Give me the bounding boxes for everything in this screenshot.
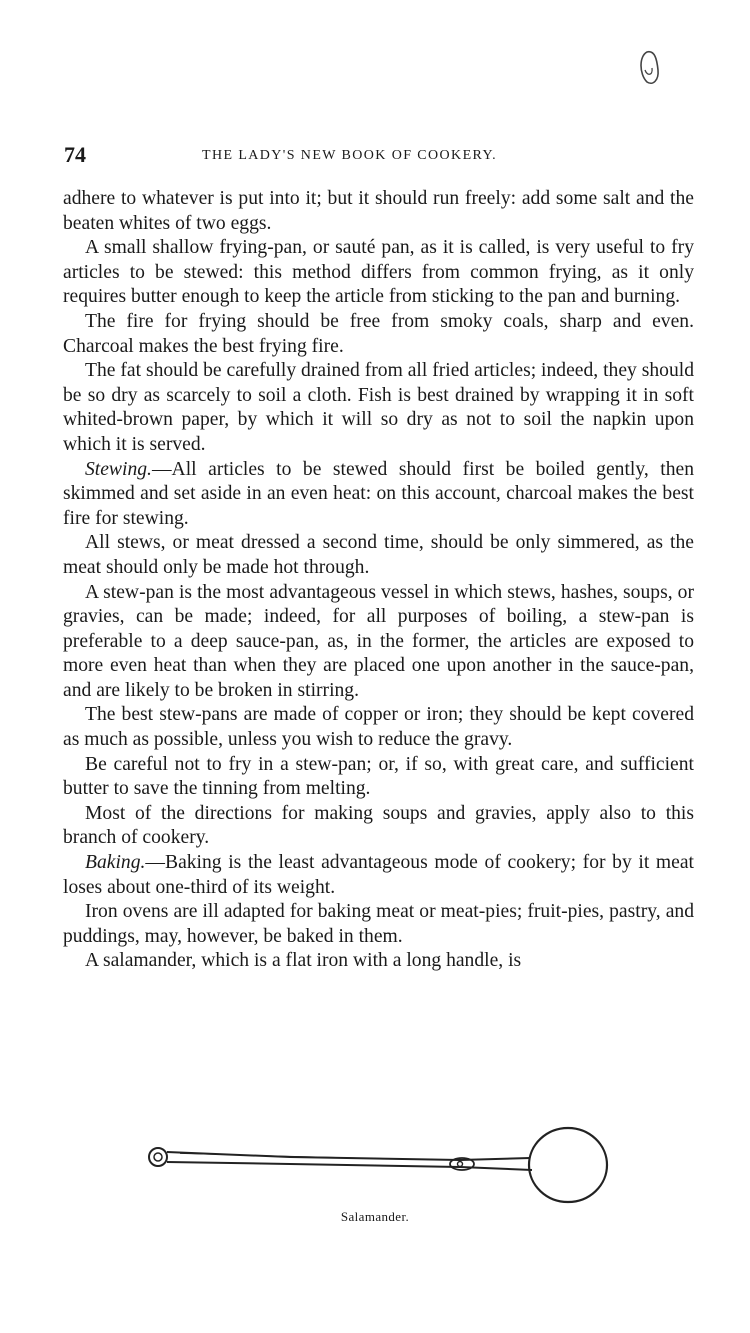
paragraph-text: —All articles to be stewed should first be boiled gently, then skimmed and set aside in an even heat: on this account, charcoal makes the best fire for stewing. (63, 458, 694, 529)
body-text (63, 187, 694, 974)
paragraph-text: Iron ovens are ill adapted for baking meat or meat-pies; fruit-pies, pastry, and puddings, may, however, be baked in them. (63, 901, 694, 947)
paragraph-text: The best stew-pans are made of copper or iron; they should be kept covered as much as possible, unless you wish to reduce the gravy. (63, 704, 694, 751)
paragraph (63, 851, 694, 900)
paragraph (63, 802, 694, 851)
paragraph (63, 703, 694, 752)
running-head: THE LADY'S NEW BOOK OF COOKERY. (202, 148, 498, 163)
paragraph (63, 310, 694, 359)
paragraph-text: The fat should be carefully drained from all fried articles; indeed, they should be so dry as scarcely to soil a cloth. Fish is best drained by wrapping it in soft whited-brown paper, by which it will so dry as not to soil the napkin upon which it is served. (63, 360, 694, 455)
paragraph (63, 458, 694, 532)
paragraph (63, 753, 694, 802)
paragraph-text: All stews, or meat dressed a second time, should be only simmered, as the meat should only be made hot through. (63, 532, 694, 578)
paragraph (63, 359, 694, 457)
section-heading-stewing: Stewing. (85, 458, 152, 480)
paragraph (63, 187, 694, 236)
paragraph-text: A small shallow frying-pan, or sauté pan, as it is called, is very useful to fry articles to be stewed: this method differs from common frying, as it only requires butter enough to keep the article from sticking to the pan and burning. (63, 237, 694, 308)
page-number: 74 (64, 142, 86, 167)
pencil-mark (633, 48, 665, 92)
paragraph-text: adhere to whatever is put into it; but it should run freely: add some salt and the beaten whites of two eggs. (63, 188, 694, 234)
paragraph (63, 949, 694, 974)
paragraph-text: The fire for frying should be free from smoky coals, sharp and even. Charcoal makes the best frying fire. (63, 310, 694, 357)
paragraph-text: Be careful not to fry in a stew-pan; or, if so, with great care, and sufficient butter to save the tinning from melting. (63, 753, 694, 800)
paragraph-text: A stew-pan is the most advantageous vessel in which stews, hashes, soups, or gravies, can be made; indeed, for all purposes of boiling, a stew-pan is preferable to a deep sauce-pan, as, in the former, the articles are exposed to more even heat than when they are placed one upon another in the sauce-pan, and are likely to be broken in stirring. (63, 581, 694, 701)
paragraph-text: —Baking is the least advantageous mode of cookery; for by it meat loses about one-third of its weight. (63, 852, 694, 898)
paragraph (63, 900, 694, 949)
section-heading-baking: Baking. (85, 852, 146, 874)
paragraph (63, 581, 694, 704)
paragraph-text: Most of the directions for making soups and gravies, apply also to this branch of cookery. (63, 802, 694, 849)
figure-caption (0, 1209, 750, 1225)
paragraph (63, 531, 694, 580)
paragraph-text: A salamander, which is a flat iron with a long handle, is (85, 950, 522, 972)
figure-caption-text: Salamander. (340, 1209, 410, 1224)
running-header (64, 142, 694, 172)
paragraph (63, 236, 694, 310)
salamander-illustration (140, 1124, 620, 1204)
